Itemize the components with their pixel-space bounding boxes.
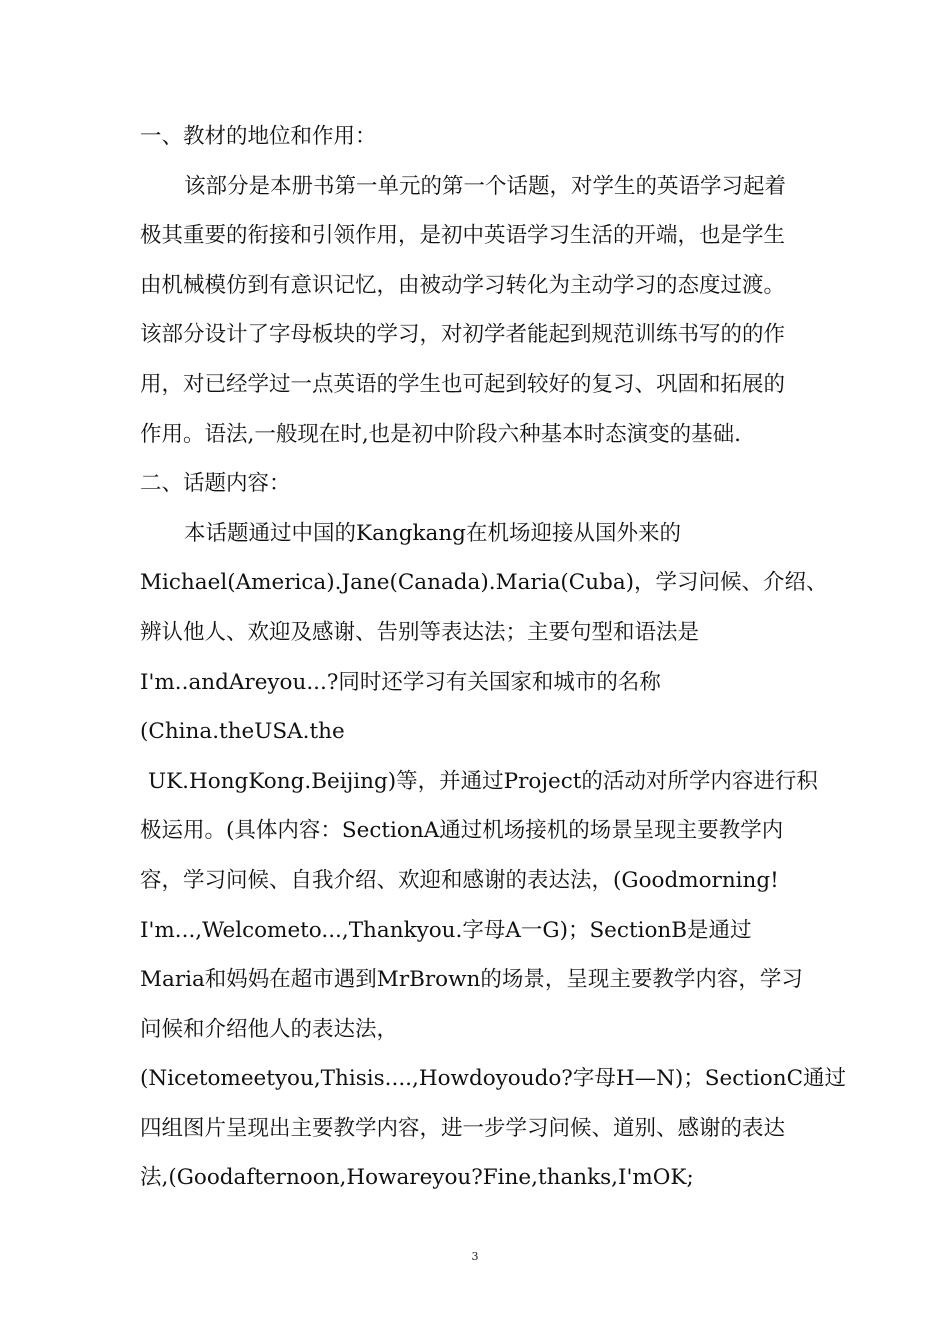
paragraph-line: 本话题通过中国的Kangkang在机场迎接从国外来的 bbox=[184, 520, 681, 546]
paragraph-line: 作用。语法,一般现在时,也是初中阶段六种基本时态演变的基础. bbox=[140, 421, 742, 447]
paragraph-line: 辨认他人、欢迎及感谢、告别等表达法；主要句型和语法是 bbox=[140, 619, 700, 645]
paragraph-line: 极其重要的衔接和引领作用，是初中英语学习生活的开端，也是学生 bbox=[140, 223, 786, 249]
paragraph-line: 四组图片呈现出主要教学内容，进一步学习问候、道别、感谢的表达 bbox=[140, 1115, 786, 1141]
paragraph-line: 用，对已经学过一点英语的学生也可起到较好的复习、巩固和拓展的 bbox=[140, 371, 786, 397]
paragraph-line: 容，学习问候、自我介绍、欢迎和感谢的表达法，(Goodmorning! bbox=[140, 867, 779, 893]
paragraph-line: 由机械模仿到有意识记忆，由被动学习转化为主动学习的态度过渡。 bbox=[140, 272, 786, 298]
paragraph-line: Michael(America).Jane(Canada).Maria(Cuba)，学习问候、介绍、 bbox=[140, 570, 828, 596]
paragraph-line: I'm...,Welcometo...,Thankyou.字母A一G)；SectionB是通过 bbox=[140, 917, 752, 943]
section-heading-1: 一、教材的地位和作用： bbox=[140, 124, 377, 149]
document-body bbox=[140, 112, 847, 1203]
paragraph-line: UK.HongKong.Beijing)等，并通过Project的活动对所学内容进行积 bbox=[148, 768, 818, 794]
paragraph-line: 法,(Goodafternoon,Howareyou?Fine,thanks,I'mOK; bbox=[140, 1165, 694, 1191]
paragraph-line: 极运用。(具体内容：SectionA通过机场接机的场景呈现主要教学内 bbox=[140, 818, 784, 844]
paragraph-line: 该部分设计了字母板块的学习，对初学者能起到规范训练书写的的作 bbox=[140, 322, 786, 348]
paragraph-line: I'm..andAreyou...?同时还学习有关国家和城市的名称 bbox=[140, 669, 661, 695]
paragraph-line: 该部分是本册书第一单元的第一个话题，对学生的英语学习起着 bbox=[184, 173, 787, 199]
paragraph-line: (China.theUSA.the bbox=[140, 719, 345, 745]
paragraph-line: Maria和妈妈在超市遇到MrBrown的场景，呈现主要教学内容，学习 bbox=[140, 967, 803, 993]
paragraph-line: 问候和介绍他人的表达法， bbox=[140, 1016, 399, 1042]
section-heading-2: 二、话题内容： bbox=[140, 471, 291, 497]
paragraph-line: (Nicetomeetyou,Thisis....,Howdoyoudo?字母H—N)；SectionC通过 bbox=[140, 1066, 847, 1092]
page-number: 3 bbox=[471, 1250, 479, 1263]
